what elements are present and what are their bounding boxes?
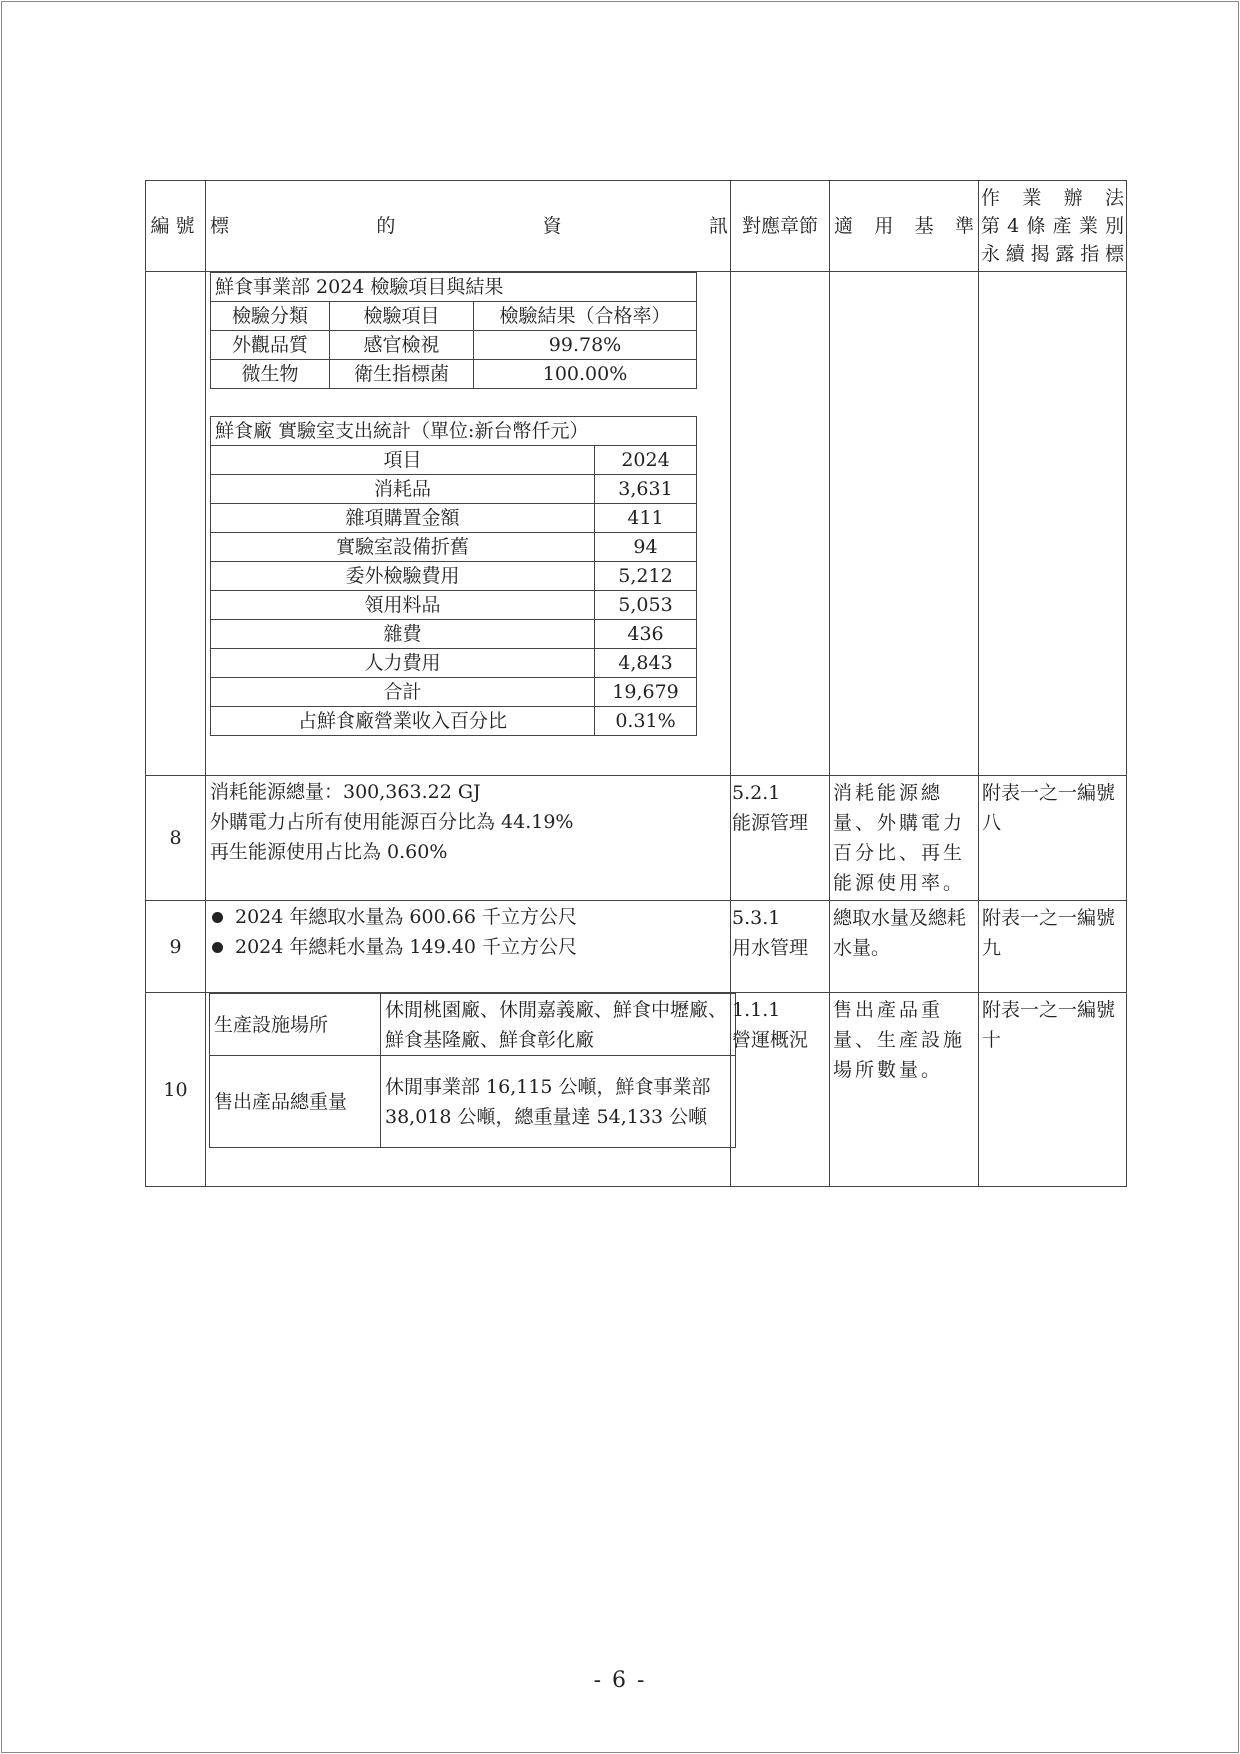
page-number: - 6 - xyxy=(593,1668,647,1693)
row-standard-cell xyxy=(830,901,979,993)
table-row xyxy=(211,331,697,360)
row-indicator-cell xyxy=(979,272,1127,776)
inspection-cell: 99.78% xyxy=(474,331,697,360)
lab-item: 雜費 xyxy=(211,620,595,649)
header-indicator xyxy=(979,181,1127,272)
purchased-power-ratio: 外購電力占所有使用能源百分比為 44.19% xyxy=(210,811,574,833)
row-standard-cell xyxy=(830,993,979,1187)
lab-item: 委外檢驗費用 xyxy=(211,562,595,591)
lab-value: 3,631 xyxy=(595,475,697,504)
table-row xyxy=(211,649,697,678)
table-row xyxy=(211,620,697,649)
row-indicator-cell xyxy=(979,901,1127,993)
row-section-cell xyxy=(731,993,830,1187)
lab-value: 0.31% xyxy=(595,707,697,736)
lab-value: 94 xyxy=(595,533,697,562)
row-indicator-cell xyxy=(979,776,1127,901)
row-number: 8 xyxy=(146,776,206,901)
row-section-cell xyxy=(731,901,830,993)
table-row xyxy=(211,591,697,620)
header-indicator-line: 第4條產業別 xyxy=(981,215,1124,237)
table-row xyxy=(211,504,697,533)
row-8 xyxy=(146,776,1127,901)
row-content-cell xyxy=(206,272,731,776)
lab-item: 實驗室設備折舊 xyxy=(211,533,595,562)
row-9 xyxy=(146,901,1127,993)
header-target-char: 標 xyxy=(210,215,230,237)
water-consumption: 2024 年總耗水量為 149.40 千立方公尺 xyxy=(235,936,577,958)
list-item xyxy=(210,932,726,962)
bullet-icon xyxy=(212,942,223,953)
weight-label: 售出產品總重量 xyxy=(210,1056,381,1148)
row-content-cell xyxy=(206,993,731,1187)
inspection-col-header: 檢驗分類 xyxy=(211,302,330,331)
disclosure-table xyxy=(145,180,1127,1187)
weight-value: 休閒事業部 16,115 公噸，鮮食事業部 38,018 公噸，總重量達 54,133 公噸 xyxy=(381,1056,736,1148)
standard-text: 消耗能源總量、外購電力百分比、再生能源使用率。 xyxy=(833,782,966,894)
lab-expense-table xyxy=(210,416,697,736)
standard-text: 總取水量及總耗水量。 xyxy=(833,907,967,959)
renewable-ratio: 再生能源使用占比為 0.60% xyxy=(210,841,448,863)
header-row xyxy=(146,181,1127,272)
header-standard xyxy=(830,181,979,272)
section-title: 能源管理 xyxy=(732,812,809,834)
row-indicator-cell xyxy=(979,993,1127,1187)
row-7-continued xyxy=(146,272,1127,776)
lab-item: 雜項購置金額 xyxy=(211,504,595,533)
section-title: 用水管理 xyxy=(732,937,809,959)
water-withdrawal: 2024 年總取水量為 600.66 千立方公尺 xyxy=(235,906,577,928)
table-row xyxy=(210,994,736,1056)
header-standard-char: 適 xyxy=(834,215,854,237)
table-row xyxy=(211,360,697,389)
row-content-cell xyxy=(206,776,731,901)
header-section: 對應章節 xyxy=(731,181,830,272)
inspection-cell: 感官檢視 xyxy=(330,331,474,360)
inspection-col-header: 檢驗項目 xyxy=(330,302,474,331)
lab-item: 占鮮食廠營業收入百分比 xyxy=(211,707,595,736)
lab-col-header: 項目 xyxy=(211,446,595,475)
inspection-caption: 鮮食事業部 2024 檢驗項目與結果 xyxy=(211,273,697,302)
facility-table xyxy=(209,993,736,1148)
lab-value: 5,053 xyxy=(595,591,697,620)
section-code: 1.1.1 xyxy=(732,999,781,1021)
lab-item: 合計 xyxy=(211,678,595,707)
row-content-cell xyxy=(206,901,731,993)
lab-caption: 鮮食廠 實驗室支出統計（單位:新台幣仟元） xyxy=(211,417,697,446)
inspection-col-header: 檢驗結果（合格率） xyxy=(474,302,697,331)
header-standard-char: 用 xyxy=(874,215,894,237)
inspection-table xyxy=(210,272,697,389)
table-row xyxy=(211,678,697,707)
lab-col-header: 2024 xyxy=(595,446,697,475)
inspection-cell: 外觀品質 xyxy=(211,331,330,360)
header-target-char: 的 xyxy=(376,215,396,237)
table-row xyxy=(211,475,697,504)
header-indicator-line: 作業辦法 xyxy=(981,187,1124,209)
table-row xyxy=(211,562,697,591)
indicator-text: 附表一之一編號八 xyxy=(982,782,1116,834)
lab-value: 411 xyxy=(595,504,697,533)
lab-value: 436 xyxy=(595,620,697,649)
indicator-text: 附表一之一編號十 xyxy=(982,999,1116,1051)
lab-value: 19,679 xyxy=(595,678,697,707)
lab-item: 消耗品 xyxy=(211,475,595,504)
header-target xyxy=(206,181,731,272)
header-standard-char: 準 xyxy=(954,215,974,237)
indicator-text: 附表一之一編號九 xyxy=(982,907,1116,959)
inspection-cell: 微生物 xyxy=(211,360,330,389)
row-number: 9 xyxy=(146,901,206,993)
table-row xyxy=(211,533,697,562)
inspection-cell: 100.00% xyxy=(474,360,697,389)
row-10 xyxy=(146,993,1127,1187)
header-standard-char: 基 xyxy=(914,215,934,237)
header-target-char: 訊 xyxy=(708,215,728,237)
facility-value: 休閒桃園廠、休閒嘉義廠、鮮食中壢廠、鮮食基隆廠、鮮食彰化廠 xyxy=(381,994,736,1056)
lab-item: 領用料品 xyxy=(211,591,595,620)
row-section-cell xyxy=(731,272,830,776)
list-item xyxy=(210,902,726,932)
row-section-cell xyxy=(731,776,830,901)
inspection-cell: 衛生指標菌 xyxy=(330,360,474,389)
energy-total: 消耗能源總量：300,363.22 GJ xyxy=(210,781,481,803)
header-no: 編號 xyxy=(146,181,206,272)
bullet-icon xyxy=(212,912,223,923)
table-row xyxy=(210,1056,736,1148)
facility-label: 生產設施場所 xyxy=(210,994,381,1056)
header-indicator-line: 永續揭露指標 xyxy=(981,243,1124,265)
row-standard-cell xyxy=(830,776,979,901)
table-row xyxy=(211,707,697,736)
lab-value: 4,843 xyxy=(595,649,697,678)
row-number: 10 xyxy=(146,993,206,1187)
lab-value: 5,212 xyxy=(595,562,697,591)
standard-text: 售出產品重量、生產設施場所數量。 xyxy=(833,999,966,1081)
row-standard-cell xyxy=(830,272,979,776)
header-target-char: 資 xyxy=(542,215,562,237)
section-code: 5.2.1 xyxy=(732,782,781,804)
lab-item: 人力費用 xyxy=(211,649,595,678)
section-code: 5.3.1 xyxy=(732,907,781,929)
row-no-cell xyxy=(146,272,206,776)
section-title: 營運概況 xyxy=(732,1029,809,1051)
